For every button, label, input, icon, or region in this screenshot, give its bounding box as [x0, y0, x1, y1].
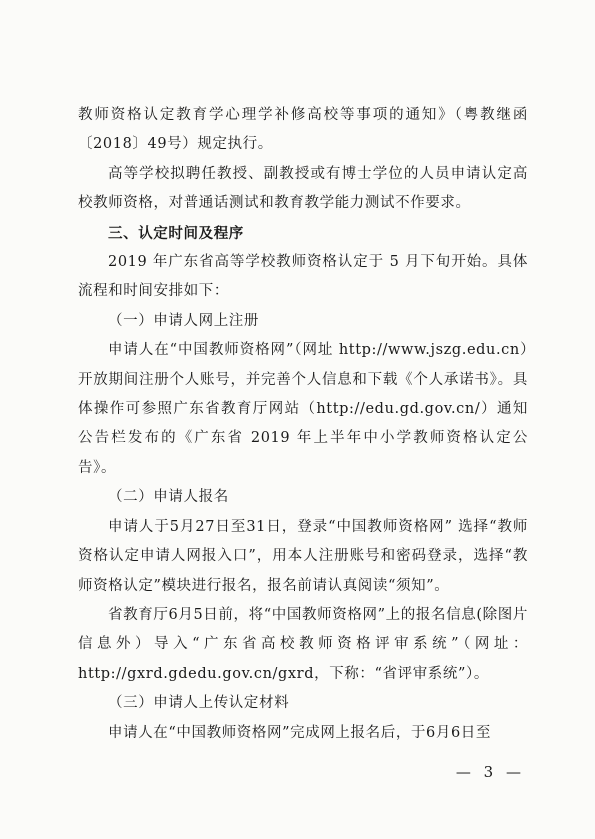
page-number: — 3 — [455, 763, 525, 781]
paragraph-upload-materials: 申请人在“中国教师资格网”完成网上报名后，于6月6日至 [108, 724, 491, 741]
subheading-online-registration: （一）申请人网上注册 [108, 312, 259, 329]
paragraph-online-registration: 申请人在“中国教师资格网”（网址 http://www.jszg.edu.cn）开放期间注册个人账号，并完善个人信息和下载《个人承诺书》。具体操作可参照广东省教育厅网站（http://edu.gd.gov.cn/）通知公告栏发布的《广东省 2019 年上半年中小学教师资格认定公告》。 [78, 342, 528, 476]
paragraph-continuation: 教师资格认定教育学心理学补修高校等事项的通知》（粤教继函〔2018〕49号）规定执行。 [78, 107, 528, 153]
section-heading-time-procedure: 三、认定时间及程序 [108, 224, 244, 242]
document-body [78, 101, 528, 748]
paragraph-schedule-intro: 2019 年广东省高等学校教师资格认定于 5 月下旬开始。具体流程和时间安排如下： [78, 254, 528, 300]
subheading-upload-materials: （三）申请人上传认定材料 [108, 695, 290, 712]
paragraph-applicant-signup: 申请人于5月27日至31日，登录“中国教师资格网” 选择“教师资格认定申请人网报入口”，用本人注册账号和密码登录，选择“教师资格认定”模块进行报名，报名前请认真阅读“须知”。 [78, 518, 528, 594]
paragraph-data-import: 省教育厅6月5日前，将“中国教师资格网”上的报名信息(除图片信息外）导入“广东省高校教师资格评审系统”（网址：http://gxrd.gdedu.gov.cn/gxrd，下称：“省评审系统”）。 [78, 606, 528, 682]
paragraph-professor-requirements: 高等学校拟聘任教授、副教授或有博士学位的人员申请认定高校教师资格，对普通话测试和教育教学能力测试不作要求。 [78, 165, 528, 212]
subheading-applicant-signup: （二）申请人报名 [108, 489, 229, 506]
